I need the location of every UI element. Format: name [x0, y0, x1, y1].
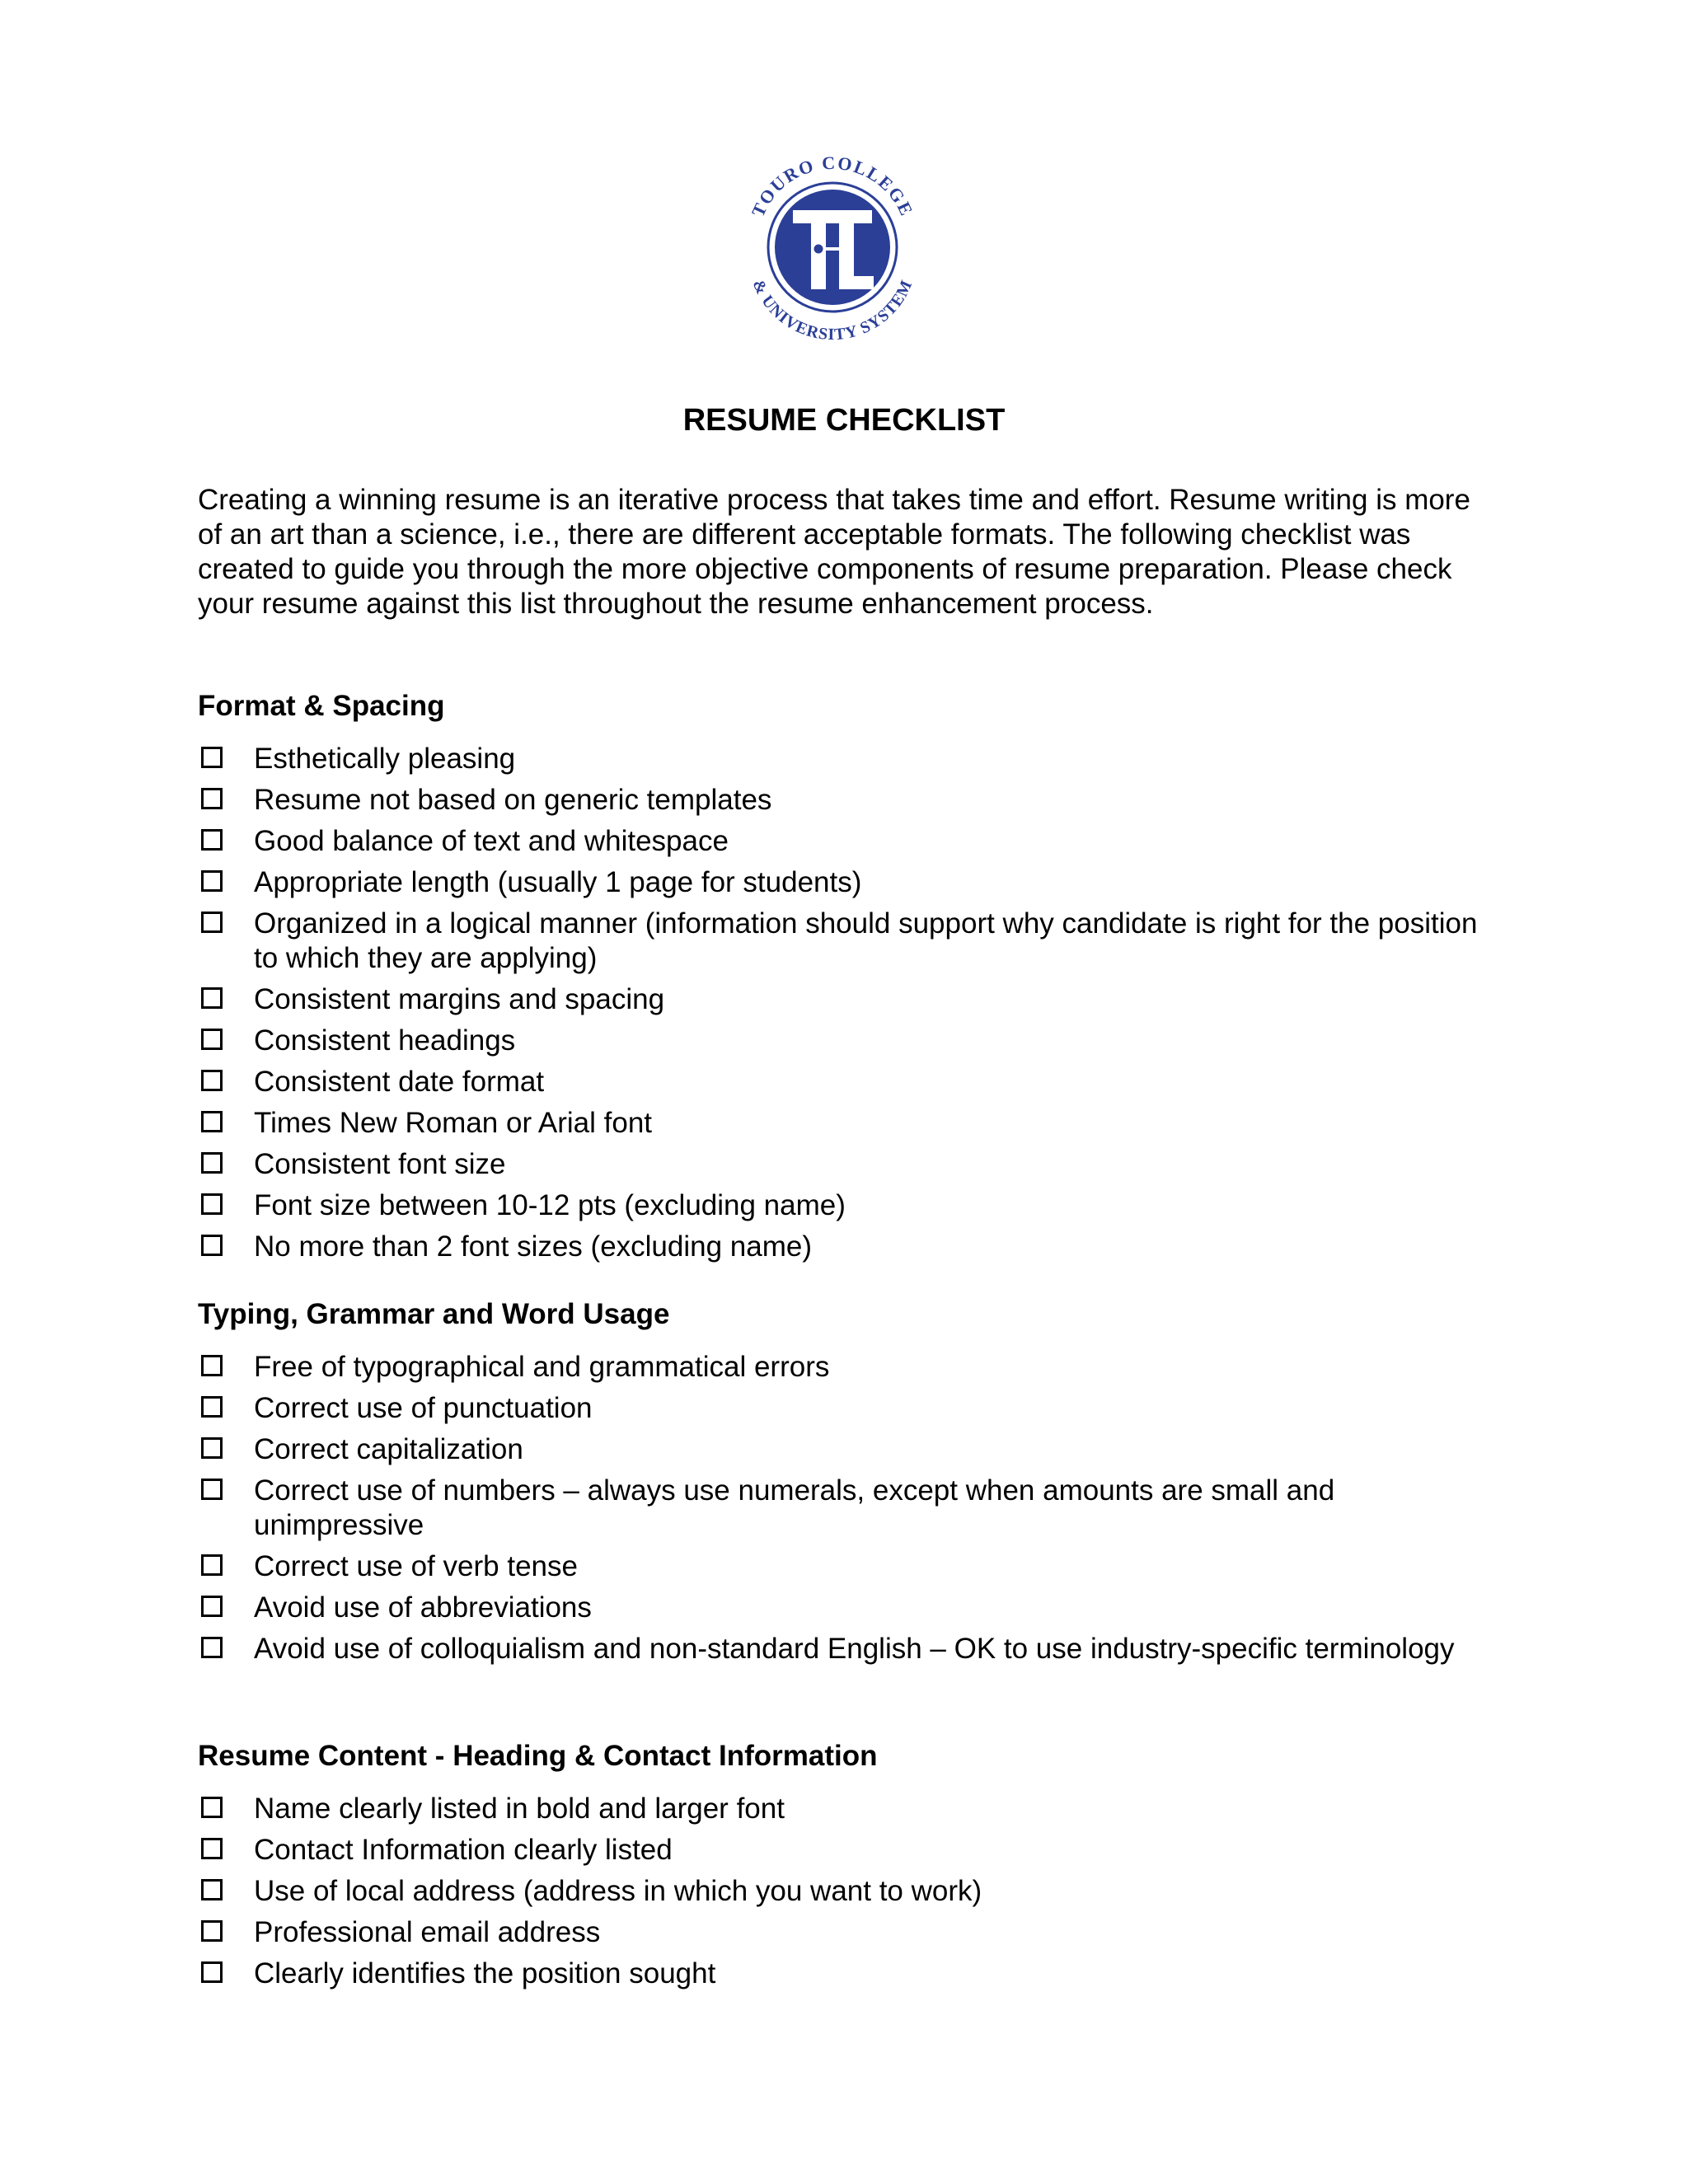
- checklist-item-label: Consistent font size: [254, 1148, 506, 1180]
- checklist-item: [198, 865, 1484, 900]
- section-heading-contact-information: Resume Content - Heading & Contact Information: [198, 1740, 878, 1772]
- checkbox[interactable]: [201, 1396, 223, 1418]
- checklist-item: [198, 1147, 1484, 1182]
- checklist-item-label: Times New Roman or Arial font: [254, 1107, 653, 1139]
- checklist-item-label: Correct capitalization: [254, 1433, 523, 1465]
- checklist-item: [198, 907, 1484, 976]
- logo-text-top: TOURO COLLEGE: [747, 152, 918, 220]
- checkbox[interactable]: [201, 1920, 223, 1942]
- checklist-item: [198, 1833, 1484, 1868]
- checklist-typing-grammar: [198, 1350, 1484, 1673]
- checkbox[interactable]: [201, 1235, 223, 1256]
- checklist-item: [198, 1591, 1484, 1625]
- checkbox[interactable]: [201, 788, 223, 809]
- checkbox[interactable]: [201, 1437, 223, 1459]
- checkbox[interactable]: [201, 987, 223, 1009]
- seal-icon: [725, 132, 940, 363]
- checkbox[interactable]: [201, 1838, 223, 1859]
- checklist-item: [198, 982, 1484, 1017]
- checklist-item: [198, 742, 1484, 776]
- checklist-item: [198, 1632, 1484, 1666]
- checkbox[interactable]: [201, 1596, 223, 1617]
- checklist-item-label: Good balance of text and whitespace: [254, 825, 729, 857]
- page-title: RESUME CHECKLIST: [682, 403, 1006, 438]
- checklist-item-label: Font size between 10-12 pts (excluding name): [254, 1189, 846, 1221]
- checklist-item-label: Clearly identifies the position sought: [254, 1957, 716, 1990]
- checkbox[interactable]: [201, 1637, 223, 1658]
- checklist-item: [198, 1106, 1484, 1141]
- checklist-item: [198, 824, 1484, 859]
- checkbox[interactable]: [201, 829, 223, 851]
- checklist-item-label: Consistent margins and spacing: [254, 983, 665, 1015]
- checklist-item-label: Correct use of numbers – always use numerals, except when amounts are small and unimpressive: [254, 1474, 1335, 1541]
- checkbox[interactable]: [201, 1554, 223, 1576]
- checklist-item-label: Use of local address (address in which you want to work): [254, 1875, 982, 1907]
- checkbox[interactable]: [201, 870, 223, 892]
- checklist-item: [198, 1065, 1484, 1099]
- checklist-item: [198, 1188, 1484, 1223]
- checklist-item-label: Free of typographical and grammatical errors: [254, 1351, 830, 1383]
- section-heading-typing-grammar: Typing, Grammar and Word Usage: [198, 1298, 670, 1330]
- checkbox[interactable]: [201, 1355, 223, 1376]
- checklist-item-label: Consistent date format: [254, 1066, 545, 1098]
- checkbox[interactable]: [201, 1111, 223, 1132]
- checklist-item: [198, 1915, 1484, 1950]
- checklist-item-label: Avoid use of colloquialism and non-standard English – OK to use industry-specific terminology: [254, 1633, 1455, 1665]
- checkbox[interactable]: [201, 1193, 223, 1215]
- checklist-item-label: Appropriate length (usually 1 page for students): [254, 866, 862, 898]
- checklist-item: [198, 1432, 1484, 1467]
- checklist-item: [198, 1549, 1484, 1584]
- checklist-item: [198, 1792, 1484, 1826]
- checklist-item: [198, 1024, 1484, 1058]
- intro-paragraph: Creating a winning resume is an iterative process that takes time and effort. Resume writing is more of an art than a science, i.e., there are different acceptable formats. The following checklist was created to guide you through the more objective components of resume preparation. Please check your resume against this list throughout the resume enhancement process.: [198, 484, 1470, 620]
- checklist-item-label: Resume not based on generic templates: [254, 784, 772, 816]
- checklist-item: [198, 1474, 1484, 1543]
- checkbox[interactable]: [201, 1961, 223, 1983]
- checklist-item-label: Avoid use of abbreviations: [254, 1591, 592, 1624]
- touro-college-logo: [725, 132, 940, 363]
- checkbox[interactable]: [201, 912, 223, 933]
- checklist-item-label: Correct use of punctuation: [254, 1392, 593, 1424]
- checklist-item-label: No more than 2 font sizes (excluding name): [254, 1230, 812, 1263]
- checklist-item: [198, 1230, 1484, 1264]
- checklist-item-label: Professional email address: [254, 1916, 601, 1948]
- checkbox[interactable]: [201, 1070, 223, 1091]
- checkbox[interactable]: [201, 1029, 223, 1050]
- checklist-item: [198, 1957, 1484, 1991]
- checklist-item-label: Correct use of verb tense: [254, 1550, 578, 1582]
- logo-text-bottom: & UNIVERSITY SYSTEM: [748, 277, 917, 344]
- checkbox[interactable]: [201, 1797, 223, 1818]
- checklist-contact-information: [198, 1792, 1484, 1998]
- checkbox[interactable]: [201, 1879, 223, 1900]
- checklist-item-label: Consistent headings: [254, 1024, 516, 1057]
- checkbox[interactable]: [201, 1479, 223, 1500]
- checkbox[interactable]: [201, 1152, 223, 1174]
- checklist-item-label: Organized in a logical manner (information should support why candidate is right for the position to which they are applying): [254, 907, 1478, 974]
- checklist-item: [198, 1391, 1484, 1426]
- checklist-item-label: Name clearly listed in bold and larger font: [254, 1793, 785, 1825]
- checklist-item-label: Contact Information clearly listed: [254, 1834, 673, 1866]
- checklist-format-spacing: [198, 742, 1484, 1271]
- checklist-item: [198, 1350, 1484, 1385]
- checklist-item: [198, 783, 1484, 818]
- section-heading-format-spacing: Format & Spacing: [198, 690, 445, 722]
- checklist-item: [198, 1874, 1484, 1909]
- checkbox[interactable]: [201, 747, 223, 768]
- checklist-item-label: Esthetically pleasing: [254, 743, 516, 775]
